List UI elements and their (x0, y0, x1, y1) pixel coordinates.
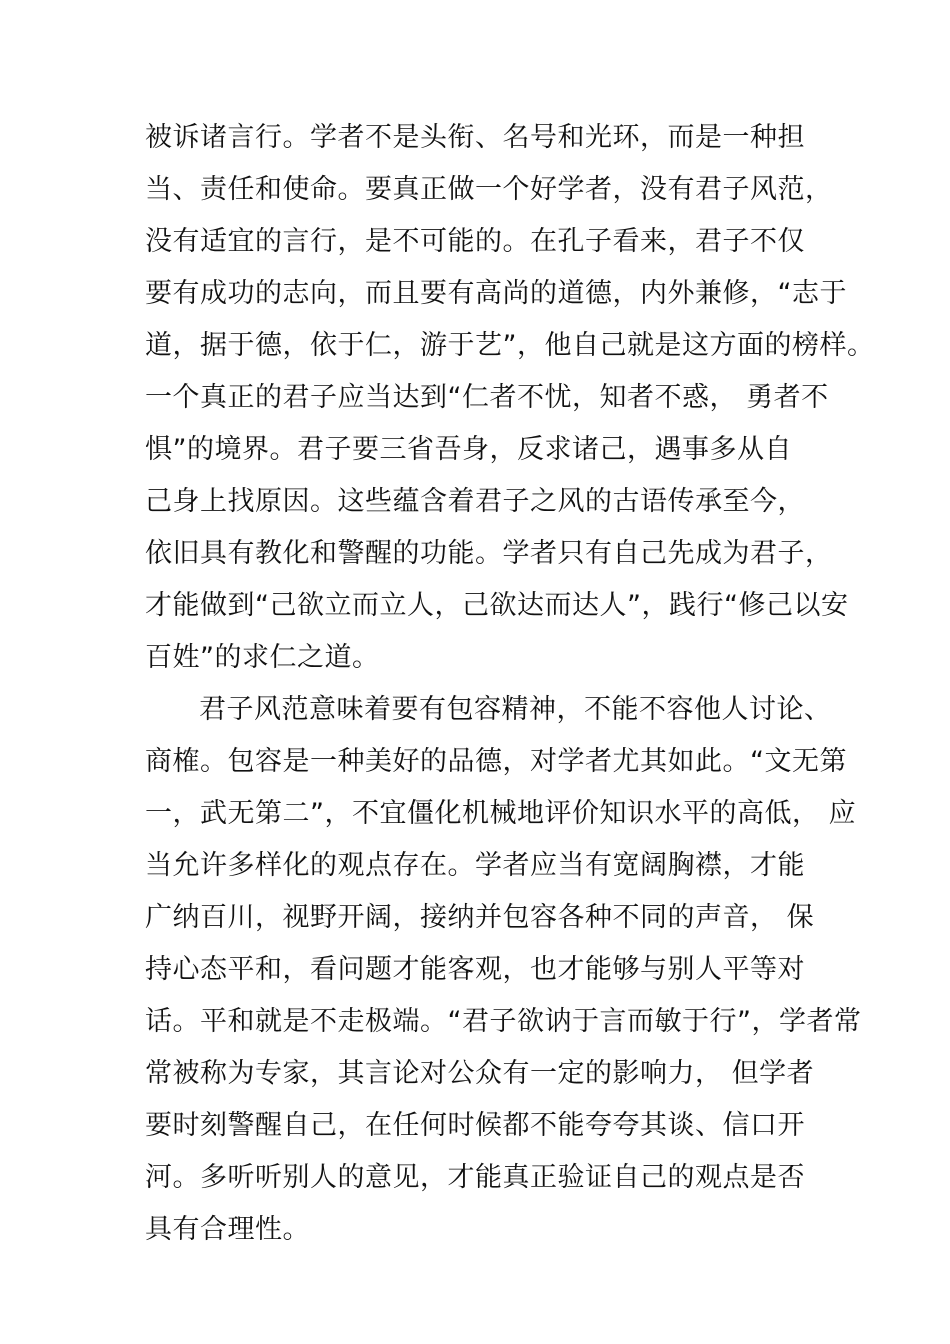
paragraph-2-line: 具有合理性。 (145, 1214, 310, 1245)
paragraph-2-line: 当允许多样化的观点存在。学者应当有宽阔胸襟，才能 (145, 850, 805, 881)
paragraph-2-line: 商榷。包容是一种美好的品德，对学者尤其如此。“文无第 (145, 746, 847, 777)
paragraph-1-line: 依旧具有教化和警醒的功能。学者只有自己先成为君子， (145, 538, 833, 569)
paragraph-2-line: 常被称为专家，其言论对公众有一定的影响力， 但学者 (145, 1058, 815, 1089)
paragraph-2-line: 一，武无第二”，不宜僵化机械地评价知识水平的高低， 应 (145, 798, 857, 829)
paragraph-2-line: 要时刻警醒自己，在任何时候都不能夸夸其谈、信口开 (145, 1110, 805, 1141)
paragraph-2-line: 河。多听听别人的意见，才能真正验证自己的观点是否 (145, 1162, 805, 1193)
paragraph-2-line: 持心态平和，看问题才能客观，也才能够与别人平等对 (145, 954, 805, 985)
paragraph-2-line: 君子风范意味着要有包容精神，不能不容他人讨论、 (199, 694, 832, 725)
paragraph-2-line: 话。平和就是不走极端。“君子欲讷于言而敏于行”，学者常 (145, 1006, 862, 1037)
paragraph-1-line: 道，据于德，依于仁，游于艺”，他自己就是这方面的榜样。 (145, 330, 875, 361)
paragraph-1-line: 才能做到“己欲立而立人，己欲达而达人”，践行“修己以安 (145, 590, 849, 621)
paragraph-1-line: 百姓”的求仁之道。 (145, 642, 380, 673)
paragraph-1-line: 惧”的境界。君子要三省吾身，反求诸己，遇事多从自 (145, 434, 792, 465)
paragraph-1-line: 当、责任和使命。要真正做一个好学者，没有君子风范， (145, 174, 833, 205)
paragraph-1-line: 被诉诸言行。学者不是头衔、名号和光环，而是一种担 (145, 122, 805, 153)
paragraph-1-line: 没有适宜的言行，是不可能的。在孔子看来，君子不仅 (145, 226, 805, 257)
paragraph-1-line: 要有成功的志向，而且要有高尚的道德，内外兼修，“志于 (145, 278, 847, 309)
paragraph-1-line: 一个真正的君子应当达到“仁者不忧，知者不惑， 勇者不 (145, 382, 829, 413)
paragraph-2-line: 广纳百川，视野开阔，接纳并包容各种不同的声音， 保 (145, 902, 815, 933)
paragraph-1-line: 己身上找原因。这些蕴含着君子之风的古语传承至今， (145, 486, 805, 517)
